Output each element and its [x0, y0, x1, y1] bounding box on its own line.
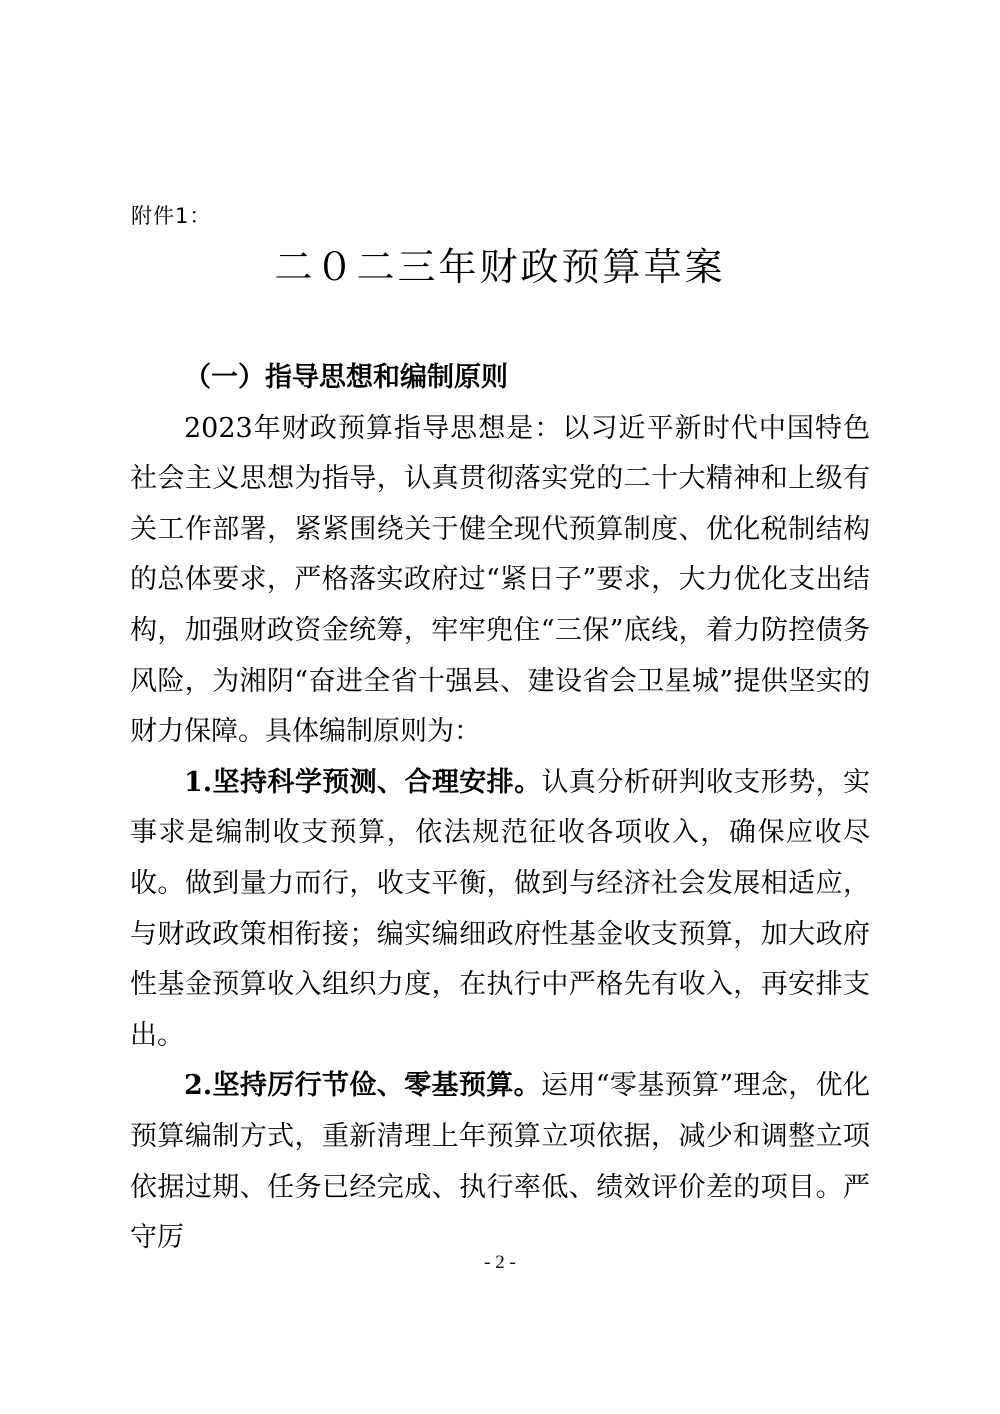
principle-2-paragraph	[130, 1061, 870, 1263]
section-heading: （一）指导思想和编制原则	[184, 362, 508, 393]
principle-2-heading: 2.坚持厉行节俭、零基预算。	[184, 1070, 541, 1102]
principle-2-text: 运用“零基预算”理念，优化预算编制方式，重新清理上年预算立项依据，减少和调整立项依据过期、任务已经完成、执行率低、绩效评价差的项目。严守厉	[130, 1070, 871, 1254]
principle-1-heading: 1.坚持科学预测、合理安排。	[184, 766, 542, 798]
document-title: 二０二三年财政预算草案	[274, 245, 726, 289]
page-number: - 2 -	[484, 1252, 516, 1273]
attachment-label: 附件1：	[131, 204, 212, 228]
principle-1-paragraph	[130, 758, 870, 1062]
principle-1-text: 认真分析研判收支形势，实事求是编制收支预算，依法规范征收各项收入，确保应收尽收。做到量力而行，收支平衡，做到与经济社会发展相适应，与财政政策相衔接；编实编细政府性基金收支预算，加大政府性基金预算收入组织力度，在执行中严格先有收入，再安排支出。	[130, 766, 871, 1051]
document-body	[130, 353, 870, 1264]
guiding-thought-paragraph: 2023年财政预算指导思想是：以习近平新时代中国特色社会主义思想为指导，认真贯彻落实党的二十大精神和上级有关工作部署，紧紧围绕关于健全现代预算制度、优化税制结构的总体要求，严格落实政府过“紧日子”要求，大力优化支出结构，加强财政资金统筹，牢牢兜住“三保”底线，着力防控债务风险，为湘阴“奋进全省十强县、建设省会卫星城”提供坚实的财力保障。具体编制原则为：	[130, 412, 870, 748]
